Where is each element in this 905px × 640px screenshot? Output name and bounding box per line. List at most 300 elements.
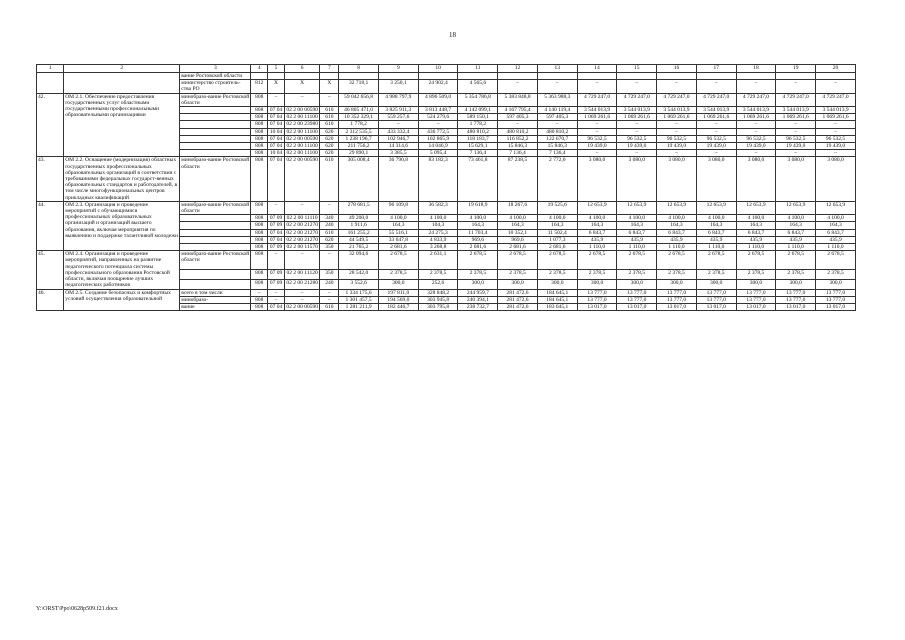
amount-cell: 1 069 261,6 xyxy=(617,114,657,121)
amount-cell: 12 653,9 xyxy=(577,201,617,214)
budget-code-cell: 10 04 xyxy=(268,150,285,157)
amount-cell: – xyxy=(736,150,776,157)
amount-cell: 13 777,0 xyxy=(816,296,856,303)
amount-cell xyxy=(776,73,816,80)
amount-cell: 2 681,6 xyxy=(537,244,577,251)
amount-cell: 4 729 247,0 xyxy=(816,93,856,106)
amount-cell: – xyxy=(816,150,856,157)
amount-cell: 44 549,5 xyxy=(339,236,379,243)
column-number: 9 xyxy=(378,65,418,73)
amount-cell: 2 678,5 xyxy=(537,251,577,269)
amount-cell: 96 109,8 xyxy=(378,201,418,214)
amount-cell: 96 532,5 xyxy=(816,135,856,142)
amount-cell: 13 017,0 xyxy=(696,303,736,310)
amount-cell: 4 100,0 xyxy=(657,215,697,222)
amount-cell: – xyxy=(577,150,617,157)
column-number: 4 xyxy=(251,65,268,73)
amount-cell: 13 017,0 xyxy=(776,303,816,310)
budget-code-cell: 02 2 00 00590 xyxy=(284,157,320,201)
budget-code-cell: 07 04 xyxy=(268,107,285,114)
amount-cell: 1 069 261,6 xyxy=(577,114,617,121)
amount-cell xyxy=(458,73,498,80)
budget-code-cell xyxy=(320,73,339,80)
column-number: 12 xyxy=(498,65,538,73)
amount-cell: 281 472,6 xyxy=(498,289,538,296)
amount-cell: 435,9 xyxy=(696,236,736,243)
amount-cell: 480 810,2 xyxy=(537,128,577,135)
amount-cell: 4 100,0 xyxy=(816,215,856,222)
budget-code-cell: 808 xyxy=(251,114,268,121)
amount-cell: 2 678,5 xyxy=(776,251,816,269)
budget-code-cell: 620 xyxy=(320,150,339,157)
executor: минобразо-вание Ростовской области xyxy=(180,251,251,269)
budget-code-cell: – xyxy=(320,289,339,296)
amount-cell: 435,9 xyxy=(816,236,856,243)
amount-cell: 300,0 xyxy=(816,279,856,289)
amount-cell: 2 772,0 xyxy=(537,157,577,201)
budget-code-cell: 07 04 xyxy=(268,157,285,201)
amount-cell: 6 843,7 xyxy=(696,229,736,236)
budget-code-cell: 808 xyxy=(251,107,268,114)
amount-cell: 1 069 261,6 xyxy=(776,114,816,121)
budget-code-cell: 808 xyxy=(251,121,268,128)
amount-cell: 2 378,5 xyxy=(458,269,498,279)
amount-cell: – xyxy=(696,80,736,93)
measure-description xyxy=(64,73,180,94)
budget-code-cell: 340 xyxy=(320,215,339,222)
amount-cell: 13 777,0 xyxy=(776,289,816,296)
amount-cell: 2 378,5 xyxy=(378,269,418,279)
budget-code-cell: 07 04 xyxy=(268,135,285,142)
amount-cell: – xyxy=(577,128,617,135)
amount-cell: 13 777,0 xyxy=(577,296,617,303)
amount-cell: 12 653,9 xyxy=(657,201,697,214)
amount-cell: 4 100,0 xyxy=(736,215,776,222)
executor xyxy=(180,269,251,279)
file-path-footer: Y:\ORST\Ppo\0628p509.f21.docx xyxy=(36,606,118,612)
amount-cell: 305 008,4 xyxy=(339,157,379,201)
amount-cell: 3 080,0 xyxy=(617,157,657,201)
amount-cell: 2 378,5 xyxy=(537,269,577,279)
table-body xyxy=(37,65,856,311)
budget-code-cell: 07 09 xyxy=(268,269,285,279)
amount-cell: 211 756,2 xyxy=(339,143,379,150)
amount-cell: 164,3 xyxy=(617,222,657,229)
amount-cell: – xyxy=(776,121,816,128)
budget-code-cell: 808 xyxy=(251,303,268,310)
amount-cell: 3 544 013,9 xyxy=(696,107,736,114)
budget-code-cell: 07 09 xyxy=(268,215,285,222)
amount-cell: 21 765,2 xyxy=(339,244,379,251)
amount-cell: 12 653,9 xyxy=(776,201,816,214)
amount-cell: 4 833,9 xyxy=(418,236,458,243)
amount-cell: – xyxy=(736,80,776,93)
budget-code-cell: 10 04 xyxy=(268,128,285,135)
amount-cell: 3 080,0 xyxy=(776,157,816,201)
budget-code-cell: 610 xyxy=(320,157,339,201)
amount-cell: – xyxy=(617,128,657,135)
budget-code-cell: 02 2 00 00590 xyxy=(286,107,318,114)
amount-cell: 13 777,0 xyxy=(696,289,736,296)
measure-description: ОМ 2.5. Создание безопасных и комфортных условий осуществления образовательной xyxy=(64,289,180,311)
amount-cell: 164,3 xyxy=(498,222,538,229)
amount-cell: 4 100,0 xyxy=(458,215,498,222)
amount-cell: 480 810,2 xyxy=(498,128,538,135)
amount-cell: 4 565,6 xyxy=(458,80,498,93)
budget-code-cell xyxy=(268,73,285,80)
amount-cell: 300,0 xyxy=(617,279,657,289)
amount-cell xyxy=(577,73,617,80)
amount-cell: 1 110,0 xyxy=(577,244,617,251)
amount-cell: 4 729 247,0 xyxy=(696,93,736,106)
amount-cell: 2 312 535,5 xyxy=(339,128,379,135)
amount-cell: 13 777,0 xyxy=(736,296,776,303)
amount-cell: 102 946,7 xyxy=(378,135,418,142)
executor: министерство строитель-ства РО xyxy=(180,80,251,93)
amount-cell: 281 472,6 xyxy=(498,296,538,303)
budget-code-cell: 02 2 00 11100 xyxy=(284,143,320,150)
budget-code-cell: 812 xyxy=(251,80,268,93)
amount-cell: 12 653,9 xyxy=(816,201,856,214)
amount-cell: 4 100,0 xyxy=(378,215,418,222)
amount-cell xyxy=(498,73,538,80)
amount-cell: 197 811,0 xyxy=(378,289,418,296)
amount-cell: 19 439,0 xyxy=(696,143,736,150)
amount-cell: 6 843,7 xyxy=(816,229,856,236)
budget-code-cell: 07 04 xyxy=(268,236,285,243)
budget-code-cell: 02 2 00 11100 xyxy=(284,150,320,157)
amount-cell: 13 017,0 xyxy=(816,303,856,310)
amount-cell: 7 136,4 xyxy=(498,150,538,157)
amount-cell: 1 110,0 xyxy=(696,244,736,251)
amount-cell: 19 439,0 xyxy=(577,143,617,150)
amount-cell: 300,0 xyxy=(537,279,577,289)
amount-cell: 2 378,5 xyxy=(816,269,856,279)
budget-code-cell: 808 xyxy=(251,279,268,289)
page-number: 18 xyxy=(449,31,456,39)
amount-cell: 3 825 911,3 xyxy=(378,107,418,114)
item-number: 45. xyxy=(37,251,64,289)
item-number xyxy=(37,73,64,94)
amount-cell: – xyxy=(617,80,657,93)
amount-cell: 5 363 988,3 xyxy=(537,93,577,106)
amount-cell: 164,3 xyxy=(537,222,577,229)
amount-cell: 300,0 xyxy=(458,279,498,289)
budget-code-cell: 808 xyxy=(251,251,268,269)
amount-cell: – xyxy=(617,121,657,128)
budget-code-cell: – xyxy=(268,201,285,214)
executor xyxy=(180,143,251,150)
budget-code-cell: 620 xyxy=(320,143,339,150)
amount-cell: 33 647,8 xyxy=(378,236,418,243)
executor xyxy=(180,107,251,114)
amount-cell: 300,0 xyxy=(378,279,418,289)
column-number: 20 xyxy=(816,65,856,73)
amount-cell: 6 843,7 xyxy=(577,229,617,236)
amount-cell: 4 142 099,1 xyxy=(458,107,498,114)
budget-code-cell: – xyxy=(320,201,339,214)
amount-cell: 24 902,4 xyxy=(418,80,458,93)
amount-cell: 2 681,6 xyxy=(498,244,538,251)
column-number: 5 xyxy=(268,65,285,73)
amount-cell: 244 959,7 xyxy=(458,289,498,296)
amount-cell: 1 911,6 xyxy=(339,222,379,229)
amount-cell: 11 502,4 xyxy=(537,229,577,236)
amount-cell: 3 268,8 xyxy=(418,244,458,251)
amount-cell: 2 678,5 xyxy=(458,251,498,269)
amount-cell: 3 544 013,9 xyxy=(816,107,856,114)
amount-cell: 13 777,0 xyxy=(816,289,856,296)
amount-cell: 29 890,1 xyxy=(339,150,379,157)
amount-cell: – xyxy=(696,128,736,135)
amount-cell: – xyxy=(816,80,856,93)
amount-cell: 3 544 013,9 xyxy=(657,107,697,114)
executor xyxy=(180,150,251,157)
amount-cell: 2 678,5 xyxy=(498,251,538,269)
budget-code-cell: 808 xyxy=(251,215,268,222)
budget-code-cell: – xyxy=(268,251,285,269)
amount-cell: 589 150,1 xyxy=(458,114,498,121)
amount-cell: – xyxy=(776,150,816,157)
amount-cell: 300,0 xyxy=(736,279,776,289)
budget-code-cell: 808 xyxy=(251,157,268,201)
amount-cell: – xyxy=(537,121,577,128)
amount-cell: 2 631,1 xyxy=(418,251,458,269)
amount-cell: – xyxy=(657,80,697,93)
amount-cell: 240 394,1 xyxy=(458,296,498,303)
amount-cell: 1 110,0 xyxy=(816,244,856,251)
amount-cell: 303 795,8 xyxy=(418,303,458,310)
amount-cell: 15 846,3 xyxy=(498,143,538,150)
amount-cell: 19 439,0 xyxy=(736,143,776,150)
amount-cell: – xyxy=(696,121,736,128)
table-row xyxy=(37,93,856,106)
executor xyxy=(180,135,251,142)
amount-cell: 13 777,0 xyxy=(617,289,657,296)
budget-code-cell: 620 xyxy=(320,236,339,243)
amount-cell: 4 729 247,0 xyxy=(657,93,697,106)
budget-code-cell: 240 xyxy=(320,222,339,229)
amount-cell: 4 100,0 xyxy=(498,215,538,222)
amount-cell: 164,3 xyxy=(378,222,418,229)
budget-code-cell: 350 xyxy=(320,244,339,251)
column-number: 7 xyxy=(320,65,339,73)
column-number: 10 xyxy=(418,65,458,73)
amount-cell: 1 069 261,6 xyxy=(736,114,776,121)
amount-cell: 19 439,0 xyxy=(776,143,816,150)
amount-cell: 73 461,8 xyxy=(458,157,498,201)
amount-cell: 3 080,0 xyxy=(736,157,776,201)
amount-cell: 19 618,9 xyxy=(458,201,498,214)
amount-cell: 2 378,5 xyxy=(657,269,697,279)
amount-cell: 15 629,1 xyxy=(458,143,498,150)
executor xyxy=(180,114,251,121)
amount-cell: 59 042 656,8 xyxy=(339,93,379,106)
amount-cell: 435,9 xyxy=(736,236,776,243)
budget-code-cell: Х xyxy=(320,80,339,93)
budget-code-cell: 808 xyxy=(251,150,268,157)
column-number: 3 xyxy=(180,65,251,73)
budget-code-cell: – xyxy=(320,93,339,106)
amount-cell: – xyxy=(577,80,617,93)
amount-cell: 6 843,7 xyxy=(617,229,657,236)
amount-cell: – xyxy=(657,150,697,157)
budget-code-cell: 02 2 00 11100 xyxy=(284,114,320,121)
measure-description: ОМ 2.3. Организация и проведение мероприятий с обучающимися профессиональных образовательных организаций и организаций высшего образования, включая мероприятия по выявлению и поддержке талантливой молодежи xyxy=(64,201,180,250)
amount-cell: – xyxy=(736,121,776,128)
amount-cell: 36 582,3 xyxy=(418,201,458,214)
amount-cell: 328 848,2 xyxy=(418,289,458,296)
amount-cell: – xyxy=(696,150,736,157)
amount-cell: 13 777,0 xyxy=(776,296,816,303)
budget-code-cell: – xyxy=(284,289,320,296)
amount-cell: 1 238 196,7 xyxy=(339,135,379,142)
amount-cell: 182 446,7 xyxy=(378,303,418,310)
amount-cell: – xyxy=(776,128,816,135)
budget-code-cell: 07 09 xyxy=(268,222,285,229)
amount-cell: 36 790,8 xyxy=(378,157,418,201)
amount-cell: 3 544 013,9 xyxy=(736,107,776,114)
budget-code-cell: 808 xyxy=(251,222,268,229)
budget-code-cell: – xyxy=(284,296,320,303)
amount-cell: 18 267,6 xyxy=(498,201,538,214)
budget-code-cell: 808 xyxy=(251,236,268,243)
budget-code-cell: – xyxy=(284,93,320,106)
executor xyxy=(180,128,251,135)
amount-cell: 32 718,1 xyxy=(339,80,379,93)
amount-cell: 19 439,0 xyxy=(617,143,657,150)
column-number: 2 xyxy=(64,65,180,73)
budget-code-cell: 808 xyxy=(251,244,268,251)
measure-description: ОМ 2.4. Организация и проведение мероприятий, направленных на развитие педагогического потенциала системы профессионального образования Ростовской области, включая поощрение лучших педагогических работников xyxy=(64,251,180,289)
amount-cell: 12 653,9 xyxy=(736,201,776,214)
amount-cell: 49 200,0 xyxy=(339,215,379,222)
column-number: 13 xyxy=(537,65,577,73)
amount-cell: 597 405,3 xyxy=(498,114,538,121)
budget-code-cell: – xyxy=(251,289,268,296)
amount-cell: 10 352 329,1 xyxy=(339,114,379,121)
amount-cell: 4 100,0 xyxy=(776,215,816,222)
budget-code-cell: – xyxy=(284,201,320,214)
amount-cell xyxy=(617,73,657,80)
amount-cell: 435,9 xyxy=(657,236,697,243)
amount-cell: 2 678,5 xyxy=(696,251,736,269)
budget-code-cell: 808 xyxy=(251,93,268,106)
amount-cell: 3 385,5 xyxy=(378,150,418,157)
amount-cell: 164,3 xyxy=(816,222,856,229)
amount-cell: 3 080,0 xyxy=(816,157,856,201)
amount-cell: 6 843,7 xyxy=(776,229,816,236)
amount-cell: 12 653,9 xyxy=(696,201,736,214)
budget-code-cell: 610 xyxy=(320,229,339,236)
amount-cell: 435,9 xyxy=(776,236,816,243)
budget-code-cell: – xyxy=(268,296,285,303)
amount-cell: 164,3 xyxy=(577,222,617,229)
budget-table xyxy=(36,64,856,311)
amount-cell: 3 552,6 xyxy=(339,279,379,289)
item-number: 46. xyxy=(37,289,64,311)
executor xyxy=(180,222,251,229)
amount-cell xyxy=(816,73,856,80)
amount-cell: 281 472,6 xyxy=(498,303,538,310)
amount-cell: – xyxy=(537,80,577,93)
amount-cell: – xyxy=(816,121,856,128)
table-row xyxy=(37,251,856,269)
amount-cell: 184 645,1 xyxy=(537,296,577,303)
column-number: 18 xyxy=(736,65,776,73)
budget-code-cell: 02 2 00 21270 xyxy=(286,229,318,236)
amount-cell xyxy=(657,73,697,80)
column-number: 19 xyxy=(776,65,816,73)
amount-cell: 122 670,7 xyxy=(537,135,577,142)
amount-cell: 300,0 xyxy=(776,279,816,289)
budget-code-cell: 02 2 00 21280 xyxy=(284,279,320,289)
amount-cell: 3 544 013,9 xyxy=(776,107,816,114)
amount-cell: 5 354 786,8 xyxy=(458,93,498,106)
amount-cell: 2 378,5 xyxy=(736,269,776,279)
amount-cell: – xyxy=(577,121,617,128)
amount-cell: 2 678,5 xyxy=(378,251,418,269)
amount-cell: 4 729 247,0 xyxy=(577,93,617,106)
budget-code-cell: Х xyxy=(268,80,285,93)
amount-cell: 96 532,5 xyxy=(617,135,657,142)
amount-cell: 5 095,4 xyxy=(418,150,458,157)
amount-cell: 96 532,5 xyxy=(776,135,816,142)
amount-cell: 238 732,7 xyxy=(458,303,498,310)
amount-cell: 2 378,5 xyxy=(617,269,657,279)
amount-cell: 164,3 xyxy=(458,222,498,229)
budget-code-cell: 02 2 00 00590 xyxy=(286,135,318,142)
executor xyxy=(180,121,251,128)
amount-cell: 1 069 261,6 xyxy=(816,114,856,121)
budget-code-cell: 02 2 00 23980 xyxy=(286,121,318,128)
column-number: 6 xyxy=(284,65,320,73)
amount-cell: 104,3 xyxy=(418,222,458,229)
item-number: 44. xyxy=(37,201,64,250)
amount-cell: – xyxy=(378,121,418,128)
amount-cell: 14 314,6 xyxy=(378,143,418,150)
amount-cell: 4 729 247,0 xyxy=(776,93,816,106)
executor xyxy=(180,229,251,236)
table-row xyxy=(37,201,856,214)
amount-cell: 5 383 848,8 xyxy=(498,93,538,106)
amount-cell: 1 077,3 xyxy=(537,236,577,243)
budget-code-cell: 07 04 xyxy=(268,303,285,310)
amount-cell: 1 778,2 xyxy=(339,121,379,128)
amount-cell: 13 777,0 xyxy=(657,296,697,303)
column-number: 1 xyxy=(37,65,64,73)
amount-cell: 4 100,0 xyxy=(617,215,657,222)
amount-cell: 87 238,5 xyxy=(498,157,538,201)
amount-cell: 4 100,0 xyxy=(696,215,736,222)
amount-cell: 19 439,0 xyxy=(657,143,697,150)
amount-cell: 433 332,4 xyxy=(378,128,418,135)
column-number: 16 xyxy=(657,65,697,73)
amount-cell: 184 645,1 xyxy=(537,289,577,296)
amount-cell: 3 080,0 xyxy=(657,157,697,201)
amount-cell: 1 301 457,5 xyxy=(339,296,379,303)
amount-cell: – xyxy=(617,150,657,157)
amount-cell: 2 378,5 xyxy=(418,269,458,279)
amount-cell xyxy=(378,73,418,80)
amount-cell: 194 569,0 xyxy=(378,296,418,303)
budget-code-cell: 02 2 00 11120 xyxy=(284,269,320,279)
amount-cell: 13 777,0 xyxy=(617,296,657,303)
amount-cell: 4 896 509,0 xyxy=(418,93,458,106)
amount-cell: 4 988 797,9 xyxy=(378,93,418,106)
budget-code-cell: – xyxy=(320,296,339,303)
amount-cell: 2 378,5 xyxy=(498,269,538,279)
